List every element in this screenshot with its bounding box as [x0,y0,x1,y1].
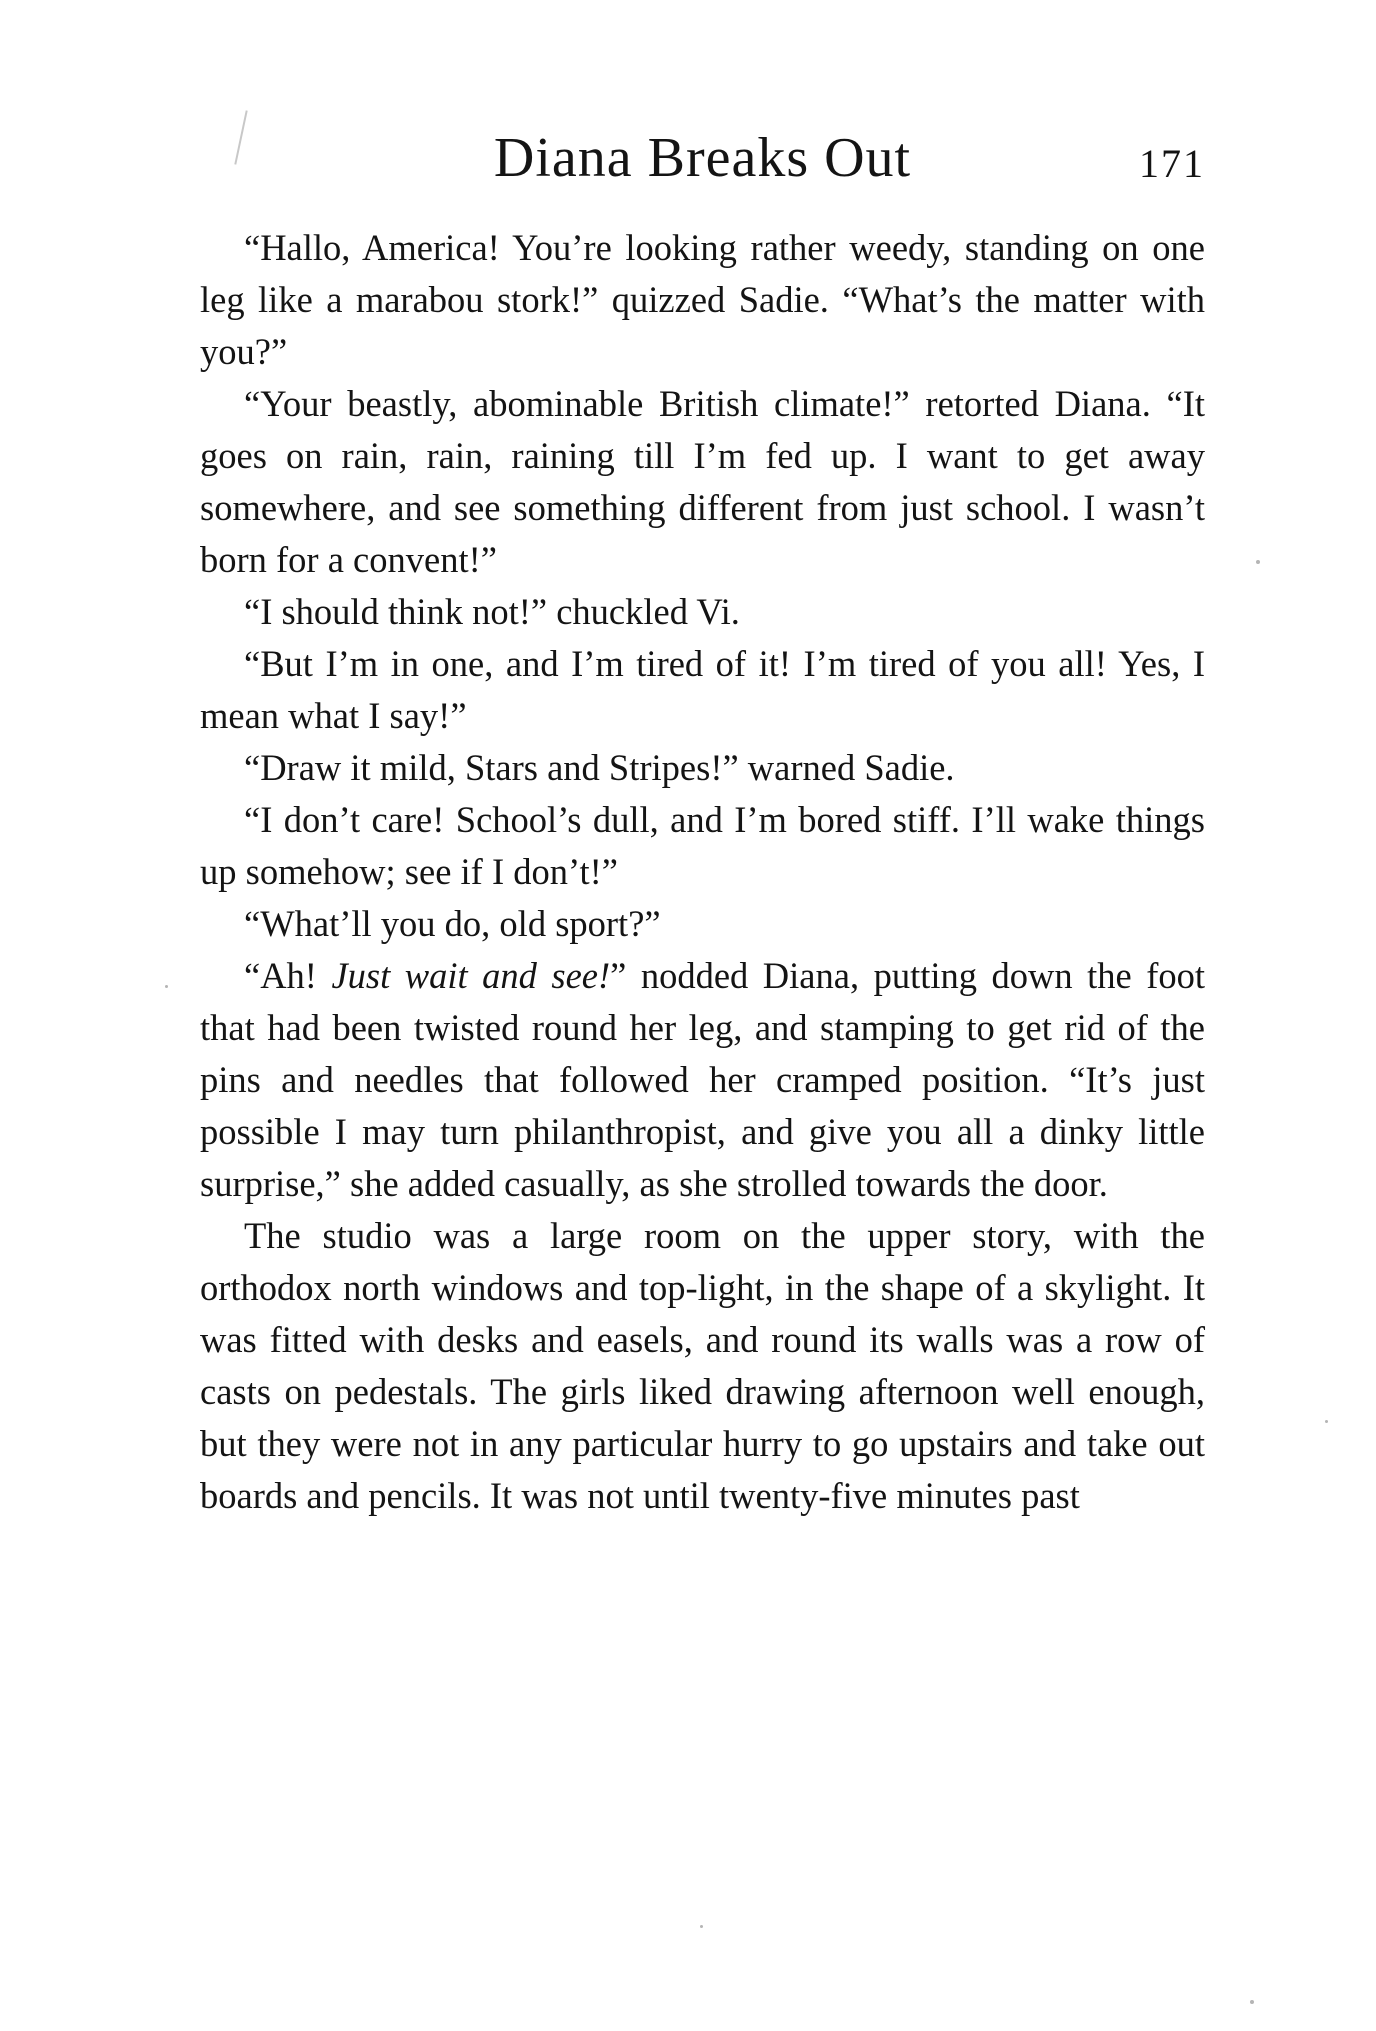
paragraph: “What’ll you do, old sport?” [244,903,661,944]
paper-speck [1250,2000,1254,2004]
paragraph-with-italic [200,950,1205,1210]
paragraph: “I don’t care! School’s dull, and I’m bored stiff. I’ll wake things up somehow; see if I don’t!” [200,799,1205,892]
paragraph-segment: ” nodded Diana, putting down the foot that had been twisted round her leg, and stamping to get rid of the pins and needles that followed her cramped position. “It’s just possible I may turn philanthropist, and give you all a dinky little surprise,” she added casually, as she strolled towards the door. [200,955,1205,1204]
paragraph: The studio was a large room on the upper story, with the orthodox north windows and top-light, in the shape of a skylight. It was fitted with desks and easels, and round its walls was a row of casts on pedestals. The girls liked drawing afternoon well enough, but they were not in any particular hurry to go upstairs and take out boards and pencils. It was not until twenty-five minutes past [200,1215,1205,1516]
paper-speck [1325,1420,1328,1423]
paragraph: “But I’m in one, and I’m tired of it! I’m tired of you all! Yes, I mean what I say!” [200,643,1205,736]
paper-speck [165,985,168,988]
paper-speck [1256,560,1260,564]
paragraph: “Your beastly, abominable British climate!” retorted Diana. “It goes on rain, rain, raining till I’m fed up. I want to get away somewhere, and see something different from just school. I wasn’t born for a convent!” [200,383,1205,580]
running-head [200,118,1205,198]
body-text [200,222,1205,1522]
italic-phrase: Just wait and see! [331,955,611,996]
paragraph: “I should think not!” chuckled Vi. [244,591,740,632]
page-number: 171 [1139,141,1205,186]
paragraph: “Hallo, America! You’re looking rather weedy, standing on one leg like a marabou stork!” quizzed Sadie. “What’s the matter with you?” [200,227,1205,372]
paragraph-segment: “Ah! [244,955,332,996]
paper-speck [700,1925,703,1928]
paragraph: “Draw it mild, Stars and Stripes!” warned Sadie. [244,747,955,788]
running-title: Diana Breaks Out [493,127,912,189]
